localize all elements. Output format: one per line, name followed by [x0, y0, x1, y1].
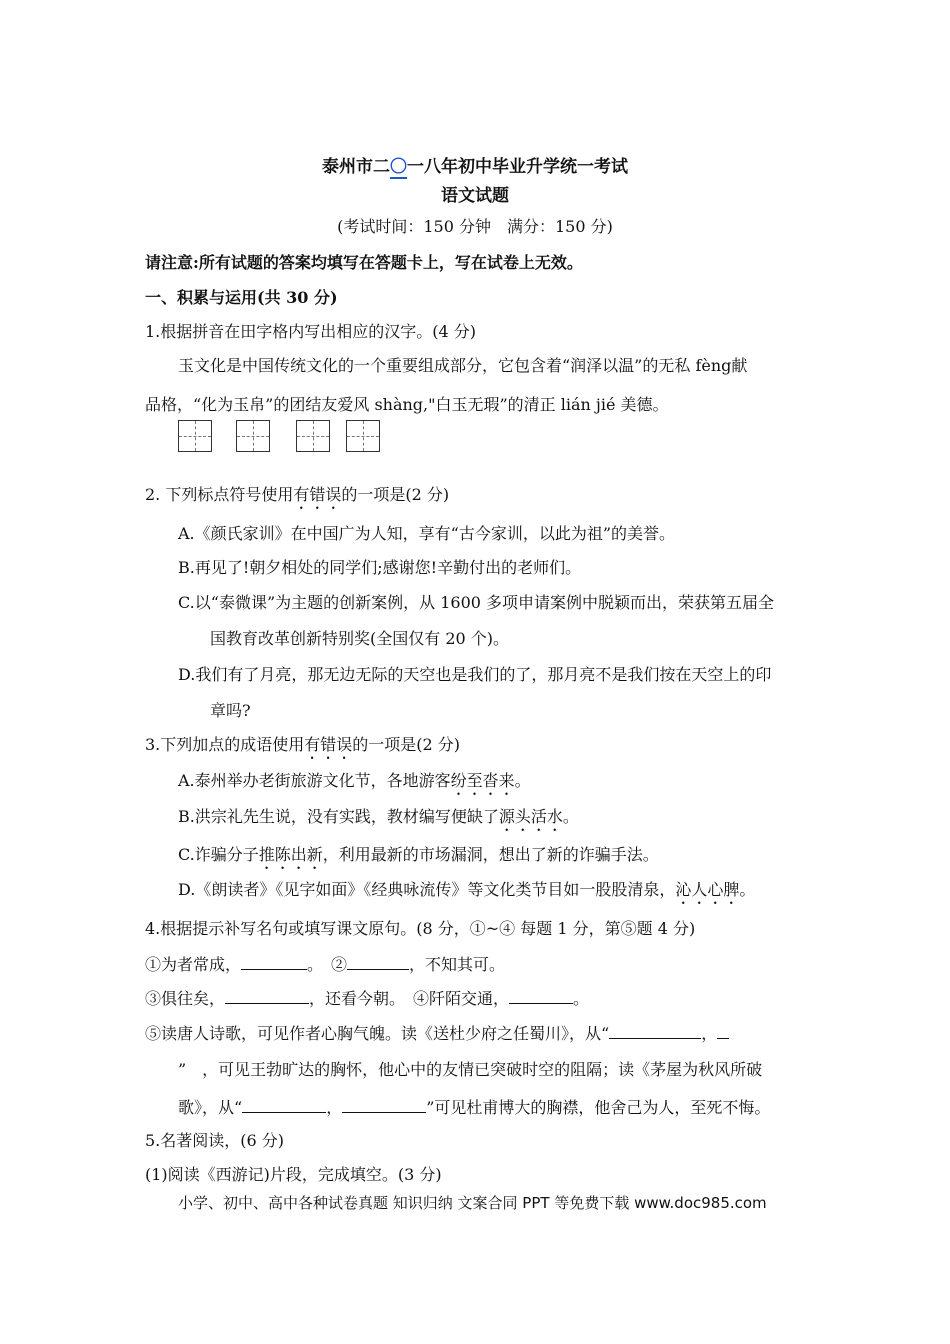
title-pre: 泰州市二: [322, 157, 390, 177]
grid-box-4[interactable]: [346, 420, 380, 452]
q2-option-c-line2: 国教育改革创新特别奖(全国仅有 20 个)。: [210, 629, 510, 648]
q3-option-d: [178, 877, 755, 908]
q3-option-c: [178, 842, 659, 873]
title-circle: 〇: [390, 157, 407, 177]
q3-stem: [145, 732, 460, 763]
q3-a-post: 。: [514, 771, 531, 790]
q4-line1: [145, 952, 505, 975]
exam-info: (考试时间：150 分钟 满分：150 分): [337, 217, 613, 236]
answer-blank[interactable]: [242, 1098, 326, 1113]
answer-blank[interactable]: [347, 955, 409, 970]
answer-blank[interactable]: [241, 955, 307, 970]
q4-l5c: ”可见杜甫博大的胸襟，他舍己为人，至死不悔。: [426, 1098, 771, 1117]
answer-blank[interactable]: [609, 1024, 701, 1039]
q4-l5b: ，: [326, 1098, 343, 1117]
grid-box-2[interactable]: [236, 420, 270, 452]
q4-l1c: ，不知其可。: [409, 955, 506, 974]
q1-line2: 品格，“化为玉帛”的团结友爱风 shàng,"白玉无瑕”的清正 lián jié 美德。: [145, 395, 669, 414]
q2-option-a: A.《颜氏家训》在中国广为人知，享有“古今家训，以此为祖”的美誉。: [178, 524, 676, 543]
q1-line1: 玉文化是中国传统文化的一个重要组成部分，它包含着“润泽以温”的无私 fèng献: [178, 356, 748, 375]
q2-option-b: B.再见了!朝夕相处的同学们;感谢您!辛勤付出的老师们。: [178, 558, 582, 577]
q4-l2c: 。: [573, 989, 590, 1008]
q3-b-post: 。: [562, 807, 579, 826]
q4-l1a: ①为者常成，: [145, 955, 242, 974]
page-footer: 小学、初中、高中各种试卷真题 知识归纳 文案合同 PPT 等免费下载 www.doc985.com: [178, 1194, 767, 1212]
q5-sub1: (1)阅读《西游记)片段，完成填空。(3 分): [145, 1165, 442, 1184]
q3-option-a: [178, 768, 531, 799]
answer-blank[interactable]: [717, 1024, 729, 1039]
q3-c-pre: C.诈骗分子: [178, 845, 259, 864]
q3-option-b: [178, 804, 579, 835]
q4-l3b: ，: [701, 1024, 718, 1043]
q2-option-d-line1: D.我们有了月亮，那无边无际的天空也是我们的了，那月亮不是我们按在天空上的印: [178, 665, 772, 684]
q3-b-idiom: 源头活水: [498, 807, 563, 826]
q4-l5a: 歌》，从“: [178, 1098, 243, 1117]
q2-stem-post: 的一项是(2 分): [341, 485, 450, 504]
q4-line4: ” ，可见王勃旷达的胸怀，他心中的友情已突破时空的阻隔；读《茅屋为秋风所破: [178, 1060, 763, 1079]
q4-line3: [145, 1021, 729, 1044]
q2-option-d-line2: 章吗?: [210, 701, 251, 720]
title-post: 一八年初中毕业升学统一考试: [407, 157, 628, 177]
exam-title: [0, 152, 950, 177]
q3-stem-post: 的一项是(2 分): [352, 735, 461, 754]
grid-box-3[interactable]: [296, 420, 330, 452]
q4-line2: [145, 986, 589, 1009]
answer-blank[interactable]: [342, 1098, 426, 1113]
grid-box-1[interactable]: [178, 420, 212, 452]
q2-stem-emphasis: 有错误: [293, 485, 342, 504]
q3-stem-emphasis: 有错误: [304, 735, 353, 754]
q3-a-idiom: 纷至沓来: [450, 771, 515, 790]
q2-stem-pre: 2. 下列标点符号使用: [145, 485, 294, 504]
q4-line5: [178, 1095, 770, 1118]
q4-l2b: ，还看今朝。 ④阡陌交通，: [309, 989, 510, 1008]
q3-c-idiom: 推陈出新: [258, 845, 323, 864]
q4-stem: 4.根据提示补写名句或填写课文原句。(8 分，①~④ 每题 1 分，第⑤题 4 分): [145, 919, 696, 938]
q4-l1b: 。 ②: [307, 955, 348, 974]
q3-a-pre: A.泰州举办老街旅游文化节，各地游客: [178, 771, 451, 790]
exam-subtitle: 语文试题: [441, 186, 509, 206]
q1-stem: 1.根据拼音在田字格内写出相应的汉字。(4 分): [145, 322, 477, 341]
q3-d-pre: D.《朗读者》《见字如面》《经典咏流传》等文化类节目如一股股清泉，: [178, 880, 676, 899]
q4-l2a: ③俱往矣，: [145, 989, 226, 1008]
q2-stem: [145, 482, 449, 513]
q3-b-pre: B.洪宗礼先生说，没有实践，教材编写便缺了: [178, 807, 499, 826]
q3-d-idiom: 沁人心脾: [675, 880, 740, 899]
q5-stem: 5.名著阅读，(6 分): [145, 1131, 285, 1150]
answer-blank[interactable]: [225, 989, 309, 1004]
answer-blank[interactable]: [509, 989, 573, 1004]
q2-option-c-line1: C.以“泰微课”为主题的创新案例，从 1600 多项申请案例中脱颖而出，荣获第五届全: [178, 593, 775, 612]
section-heading: 一、积累与运用(共 30 分): [145, 288, 338, 307]
q3-d-post: 。: [739, 880, 756, 899]
notice: 请注意:所有试题的答案均填写在答题卡上，写在试卷上无效。: [145, 253, 583, 272]
q3-stem-pre: 3.下列加点的成语使用: [145, 735, 305, 754]
q3-c-post: ，利用最新的市场漏洞，想出了新的诈骗手法。: [322, 845, 659, 864]
q4-l3a: ⑤读唐人诗歌，可见作者心胸气魄。读《送杜少府之任蜀川》，从“: [145, 1024, 610, 1043]
